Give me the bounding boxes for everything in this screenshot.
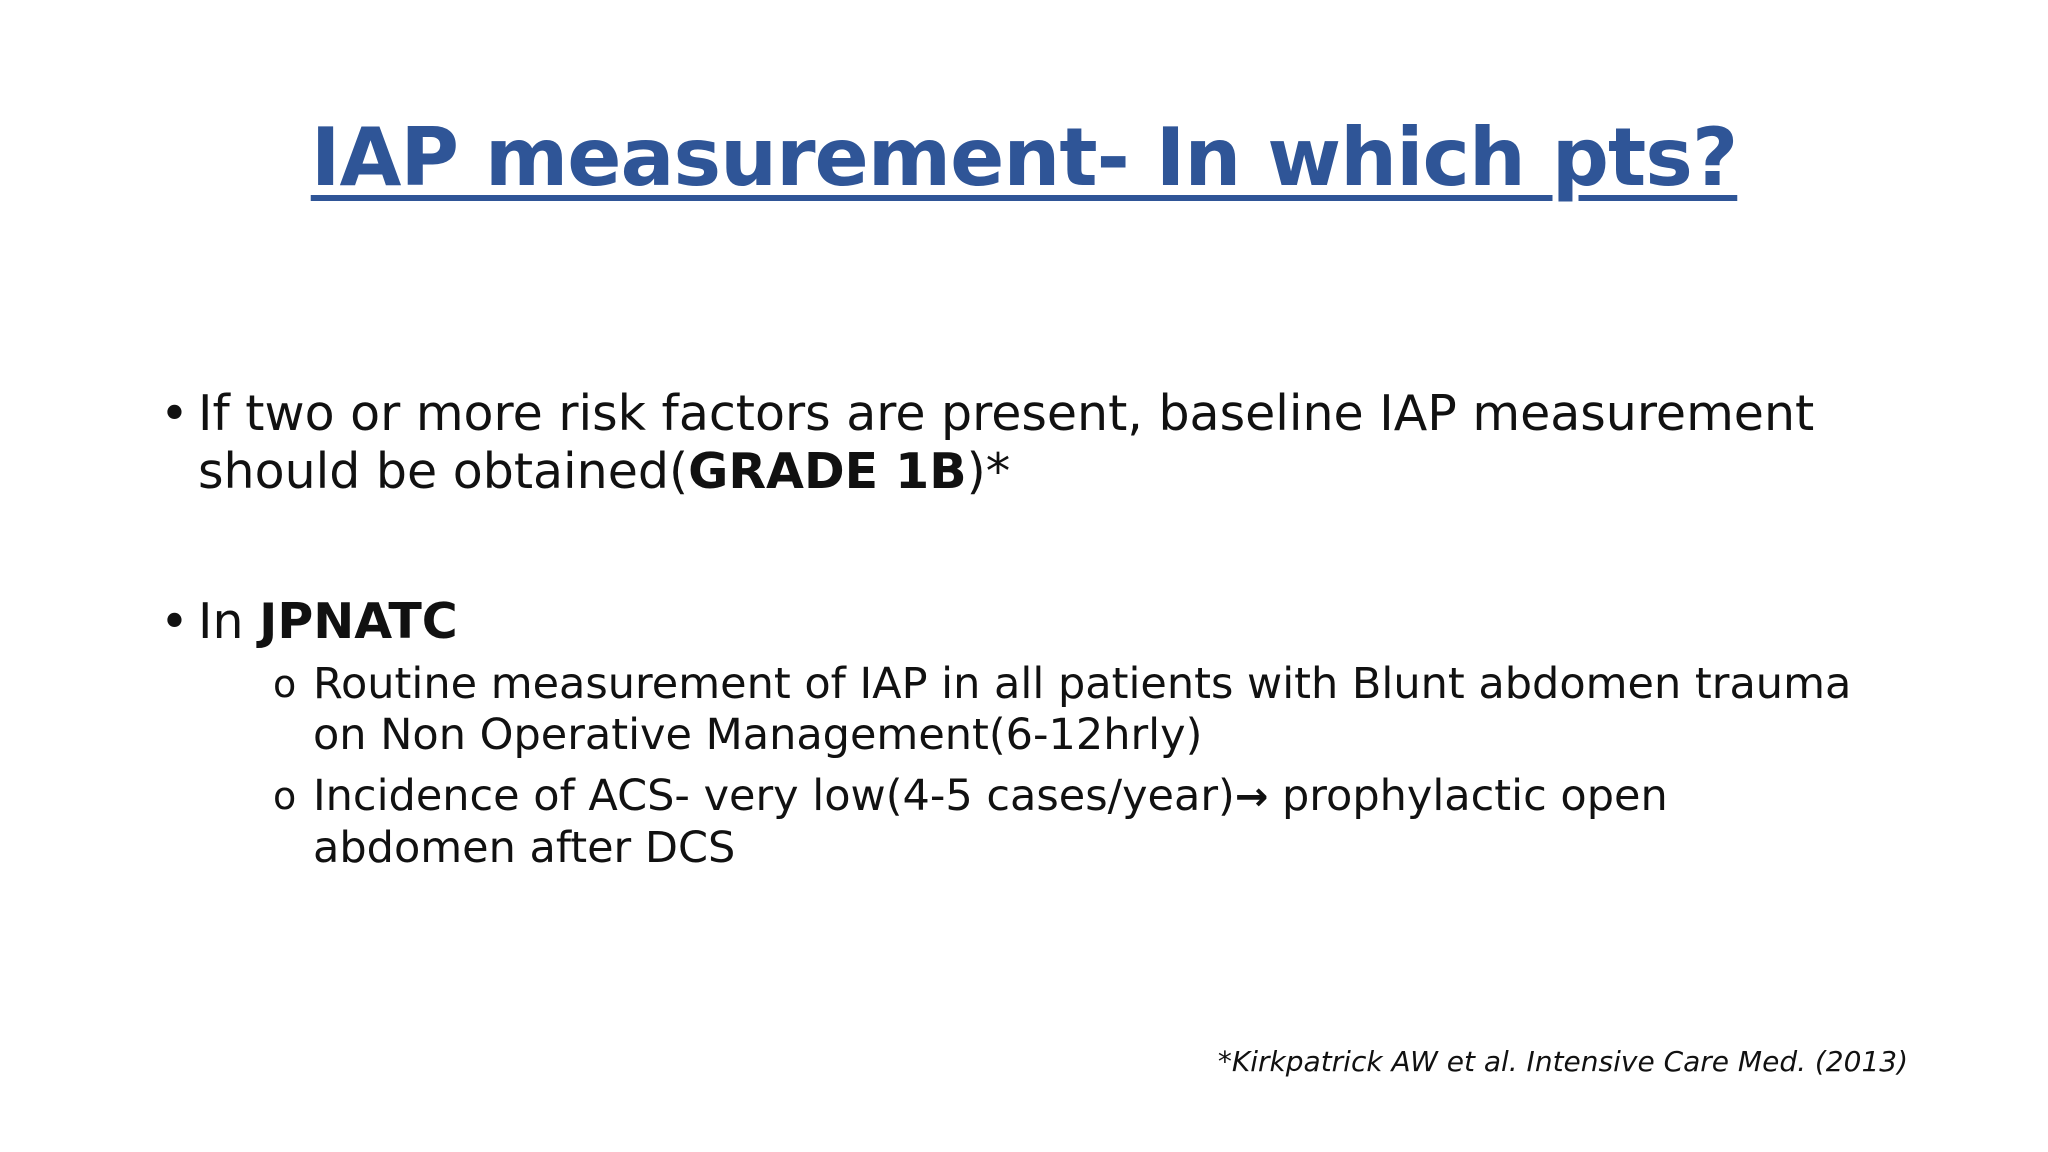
bullet-text: If two or more risk factors are present, baseline IAP measurement should be obtained( [198, 385, 1815, 500]
grade-label: GRADE 1B [688, 443, 967, 500]
bullet-text-suffix: )* [966, 443, 1011, 500]
bullet-dot-icon: • [160, 593, 189, 650]
bullet-jpnatc [160, 593, 1880, 874]
sub-item-text: Routine measurement of IAP in all patients with Blunt abdomen trauma on Non Operative Management(6-12hrly) [313, 659, 1852, 760]
sub-item-acs-incidence [198, 771, 1880, 874]
slide-body [160, 385, 1880, 884]
institution-label: JPNATC [259, 593, 458, 650]
sub-item-routine-measurement [198, 659, 1880, 761]
sub-item-text: Incidence of ACS- very low(4-5 cases/year) [313, 771, 1235, 821]
sub-item-text-suffix: prophylactic open abdomen after DCS [313, 771, 1668, 873]
sub-bullet-circle-icon: o [273, 774, 297, 818]
sub-list [198, 659, 1880, 874]
bullet-text: In [198, 593, 260, 650]
sub-bullet-circle-icon: o [273, 662, 297, 706]
slide-title [0, 112, 2048, 204]
bullet-risk-factors [160, 385, 1880, 501]
bullet-dot-icon: • [160, 385, 189, 442]
slide-title-text: IAP measurement- In which pts? [310, 111, 1738, 204]
citation: *Kirkpatrick AW et al. Intensive Care Med. (2013) [1217, 1045, 1908, 1078]
arrow-right-icon: → [1234, 774, 1269, 820]
